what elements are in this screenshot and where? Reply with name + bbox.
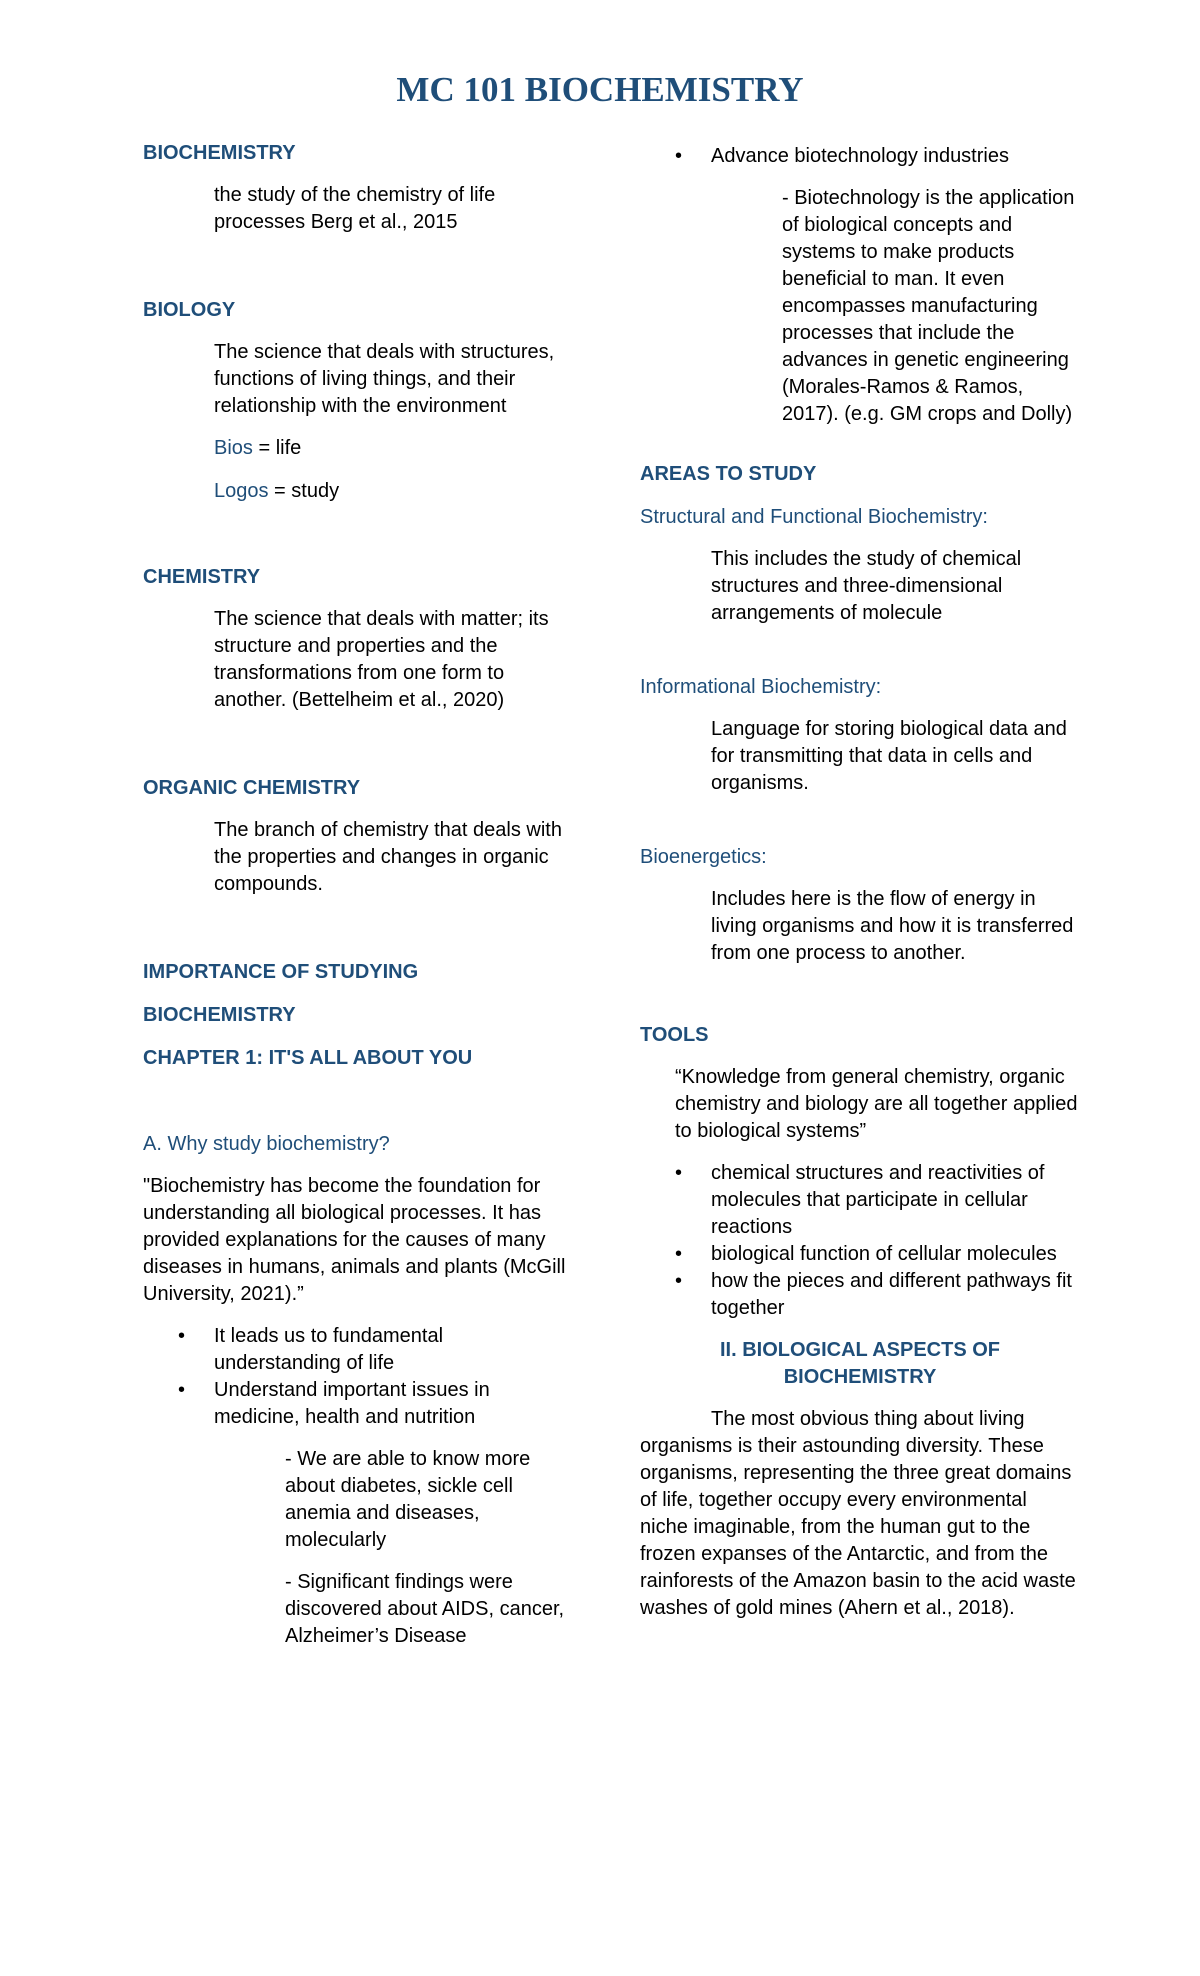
heading-chemistry: CHEMISTRY [143,566,261,588]
heading-areas-to-study: AREAS TO STUDY [640,463,817,485]
bullet-icon: • [178,1325,186,1347]
heading-chapter-1: CHAPTER 1: IT'S ALL ABOUT YOU [143,1047,473,1069]
list-item: • Understand important issues in medicine, health and nutrition [178,1379,490,1428]
left-column [143,140,573,1650]
right-column [640,140,1080,1622]
list-item: • Advance biotechnology industries [640,143,1080,170]
list-item: • how the pieces and different pathways fit together [675,1270,1072,1319]
bios-line [214,435,573,462]
bullet-icon: • [675,1162,683,1184]
logos-line [214,478,573,505]
list-item: • biological function of cellular molecules [640,1241,1080,1268]
sub-note: - We are able to know more about diabetes, sickle cell anemia and diseases, molecularly [285,1448,531,1551]
heading-biological-aspects-2: BIOCHEMISTRY [783,1366,937,1388]
bullet-icon: • [178,1379,186,1401]
definition-organic-chemistry: The branch of chemistry that deals with the properties and changes in organic compounds. [214,819,562,895]
heading-importance: IMPORTANCE OF STUDYING [143,961,419,983]
structural-title: Structural and Functional Biochemistry: [640,506,988,528]
heading-tools: TOOLS [640,1024,709,1046]
bullet-icon: • [675,145,683,167]
logos-term: Logos [214,480,269,502]
informational-title: Informational Biochemistry: [640,676,882,698]
definition-chemistry: The science that deals with matter; its structure and properties and the transformations from one form to another. (Bettelheim et al., 2020) [214,608,549,711]
heading-biochemistry: BIOCHEMISTRY [143,142,296,164]
biotech-note: - Biotechnology is the application of biological concepts and systems to make products beneficial to man. It even encompasses manufacturing processes that include the advances in genetic engineering (Morales-Ramos & Ramos, 2017). (e.g. GM crops and Dolly) [782,187,1075,425]
definition-biochemistry: the study of the chemistry of life processes Berg et al., 2015 [214,184,496,233]
bios-meaning: = life [252,437,302,459]
bioenergetics-title: Bioenergetics: [640,846,767,868]
heading-why-study: A. Why study biochemistry? [143,1133,390,1155]
heading-biological-aspects: II. BIOLOGICAL ASPECTS OF [719,1339,1001,1361]
aspects-paragraph: The most obvious thing about living organisms is their astounding diversity. These organisms, representing the three great domains of life, together occupy every environmental niche imaginable, from the human gut to the frozen expanses of the Antarctic, and from the rainforests of the Amazon basin to the acid waste washes of gold mines (Ahern et al., 2018). [640,1408,1076,1619]
page-title: MC 101 BIOCHEMISTRY [396,70,804,109]
tools-quote: “Knowledge from general chemistry, organic chemistry and biology are all together applied to biological systems” [675,1066,1078,1142]
why-quote: "Biochemistry has become the foundation for understanding all biological processes. It has provided explanations for the causes of many diseases in humans, animals and plants (McGill University, 2021).” [143,1175,566,1305]
bioenergetics-text: Includes here is the flow of energy in living organisms and how it is transferred from one process to another. [711,888,1074,964]
definition-biology: The science that deals with structures, functions of living things, and their relationship with the environment [214,341,555,417]
bios-term: Bios [214,437,253,459]
heading-organic-chemistry: ORGANIC CHEMISTRY [143,777,361,799]
logos-meaning: = study [268,480,340,502]
bullet-icon: • [675,1270,683,1292]
bullet-icon: • [675,1243,683,1265]
sub-note: - Significant findings were discovered about AIDS, cancer, Alzheimer’s Disease [285,1571,565,1647]
list-item: • chemical structures and reactivities of molecules that participate in cellular reactions [675,1162,1045,1238]
list-item: • It leads us to fundamental understanding of life [178,1325,444,1374]
informational-text: Language for storing biological data and for transmitting that data in cells and organisms. [711,718,1067,794]
heading-biology: BIOLOGY [143,299,236,321]
heading-importance-biochemistry: BIOCHEMISTRY [143,1004,296,1026]
structural-text: This includes the study of chemical structures and three-dimensional arrangements of molecule [711,548,1022,624]
